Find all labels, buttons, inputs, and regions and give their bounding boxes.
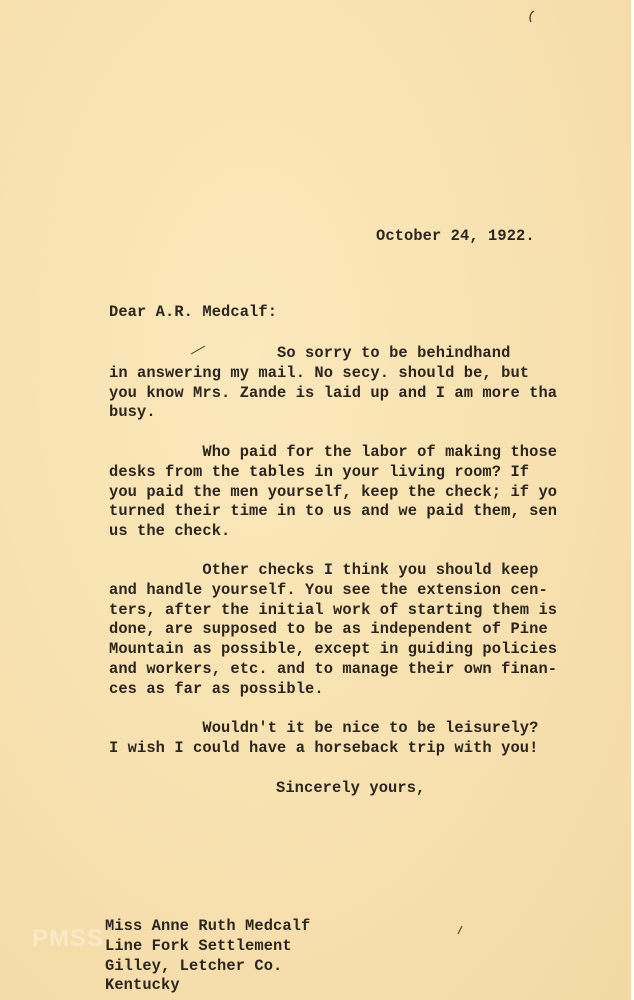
text-line: ters, after the initial work of starting them is bbox=[109, 600, 558, 619]
address-line: Line Fork Settlement bbox=[105, 936, 292, 955]
paragraph-4 bbox=[109, 719, 538, 759]
paragraph-1 bbox=[109, 344, 557, 423]
address-line: Gilley, Letcher Co. bbox=[105, 956, 283, 975]
text-line: us the check. bbox=[109, 522, 231, 541]
text-line: and workers, etc. and to manage their own finan- bbox=[109, 659, 558, 678]
text-line: So sorry to be behindhand bbox=[109, 344, 511, 362]
text-line: Other checks I think you should keep bbox=[109, 561, 539, 579]
text-line: you paid the men yourself, keep the check; if yo bbox=[109, 482, 558, 501]
text-line: you know Mrs. Zande is laid up and I am more tha bbox=[109, 383, 558, 402]
text-line: turned their time in to us and we paid them, sen bbox=[109, 502, 558, 521]
text-line: done, are supposed to be as independent of Pine bbox=[109, 620, 548, 639]
text-line: Wouldn't it be nice to be leisurely? bbox=[109, 719, 539, 737]
paragraph-2 bbox=[109, 443, 557, 542]
address-line: Miss Anne Ruth Medcalf bbox=[105, 917, 311, 935]
text-line: Who paid for the labor of making those bbox=[109, 443, 558, 461]
address-line: Kentucky bbox=[105, 976, 180, 995]
archive-watermark: PMSS bbox=[32, 925, 105, 952]
ink-mark-bottom-right bbox=[456, 925, 464, 935]
text-line: ces as far as possible. bbox=[109, 679, 324, 698]
recipient-address bbox=[105, 917, 310, 996]
ink-mark-top-right bbox=[527, 10, 537, 24]
text-line: desks from the tables in your living room? If bbox=[109, 462, 530, 481]
letter-date: October 24, 1922. bbox=[376, 227, 535, 245]
letter-salutation: Dear A.R. Medcalf: bbox=[109, 303, 278, 321]
text-line: busy. bbox=[109, 403, 156, 422]
letter-closing: Sincerely yours, bbox=[276, 779, 426, 797]
text-line: Mountain as possible, except in guiding policies bbox=[109, 640, 558, 659]
paragraph-3 bbox=[109, 561, 557, 700]
text-line: I wish I could have a horseback trip with you! bbox=[109, 738, 539, 757]
text-line: and handle yourself. You see the extension cen- bbox=[109, 580, 548, 599]
text-line: in answering my mail. No secy. should be, but bbox=[109, 363, 530, 382]
